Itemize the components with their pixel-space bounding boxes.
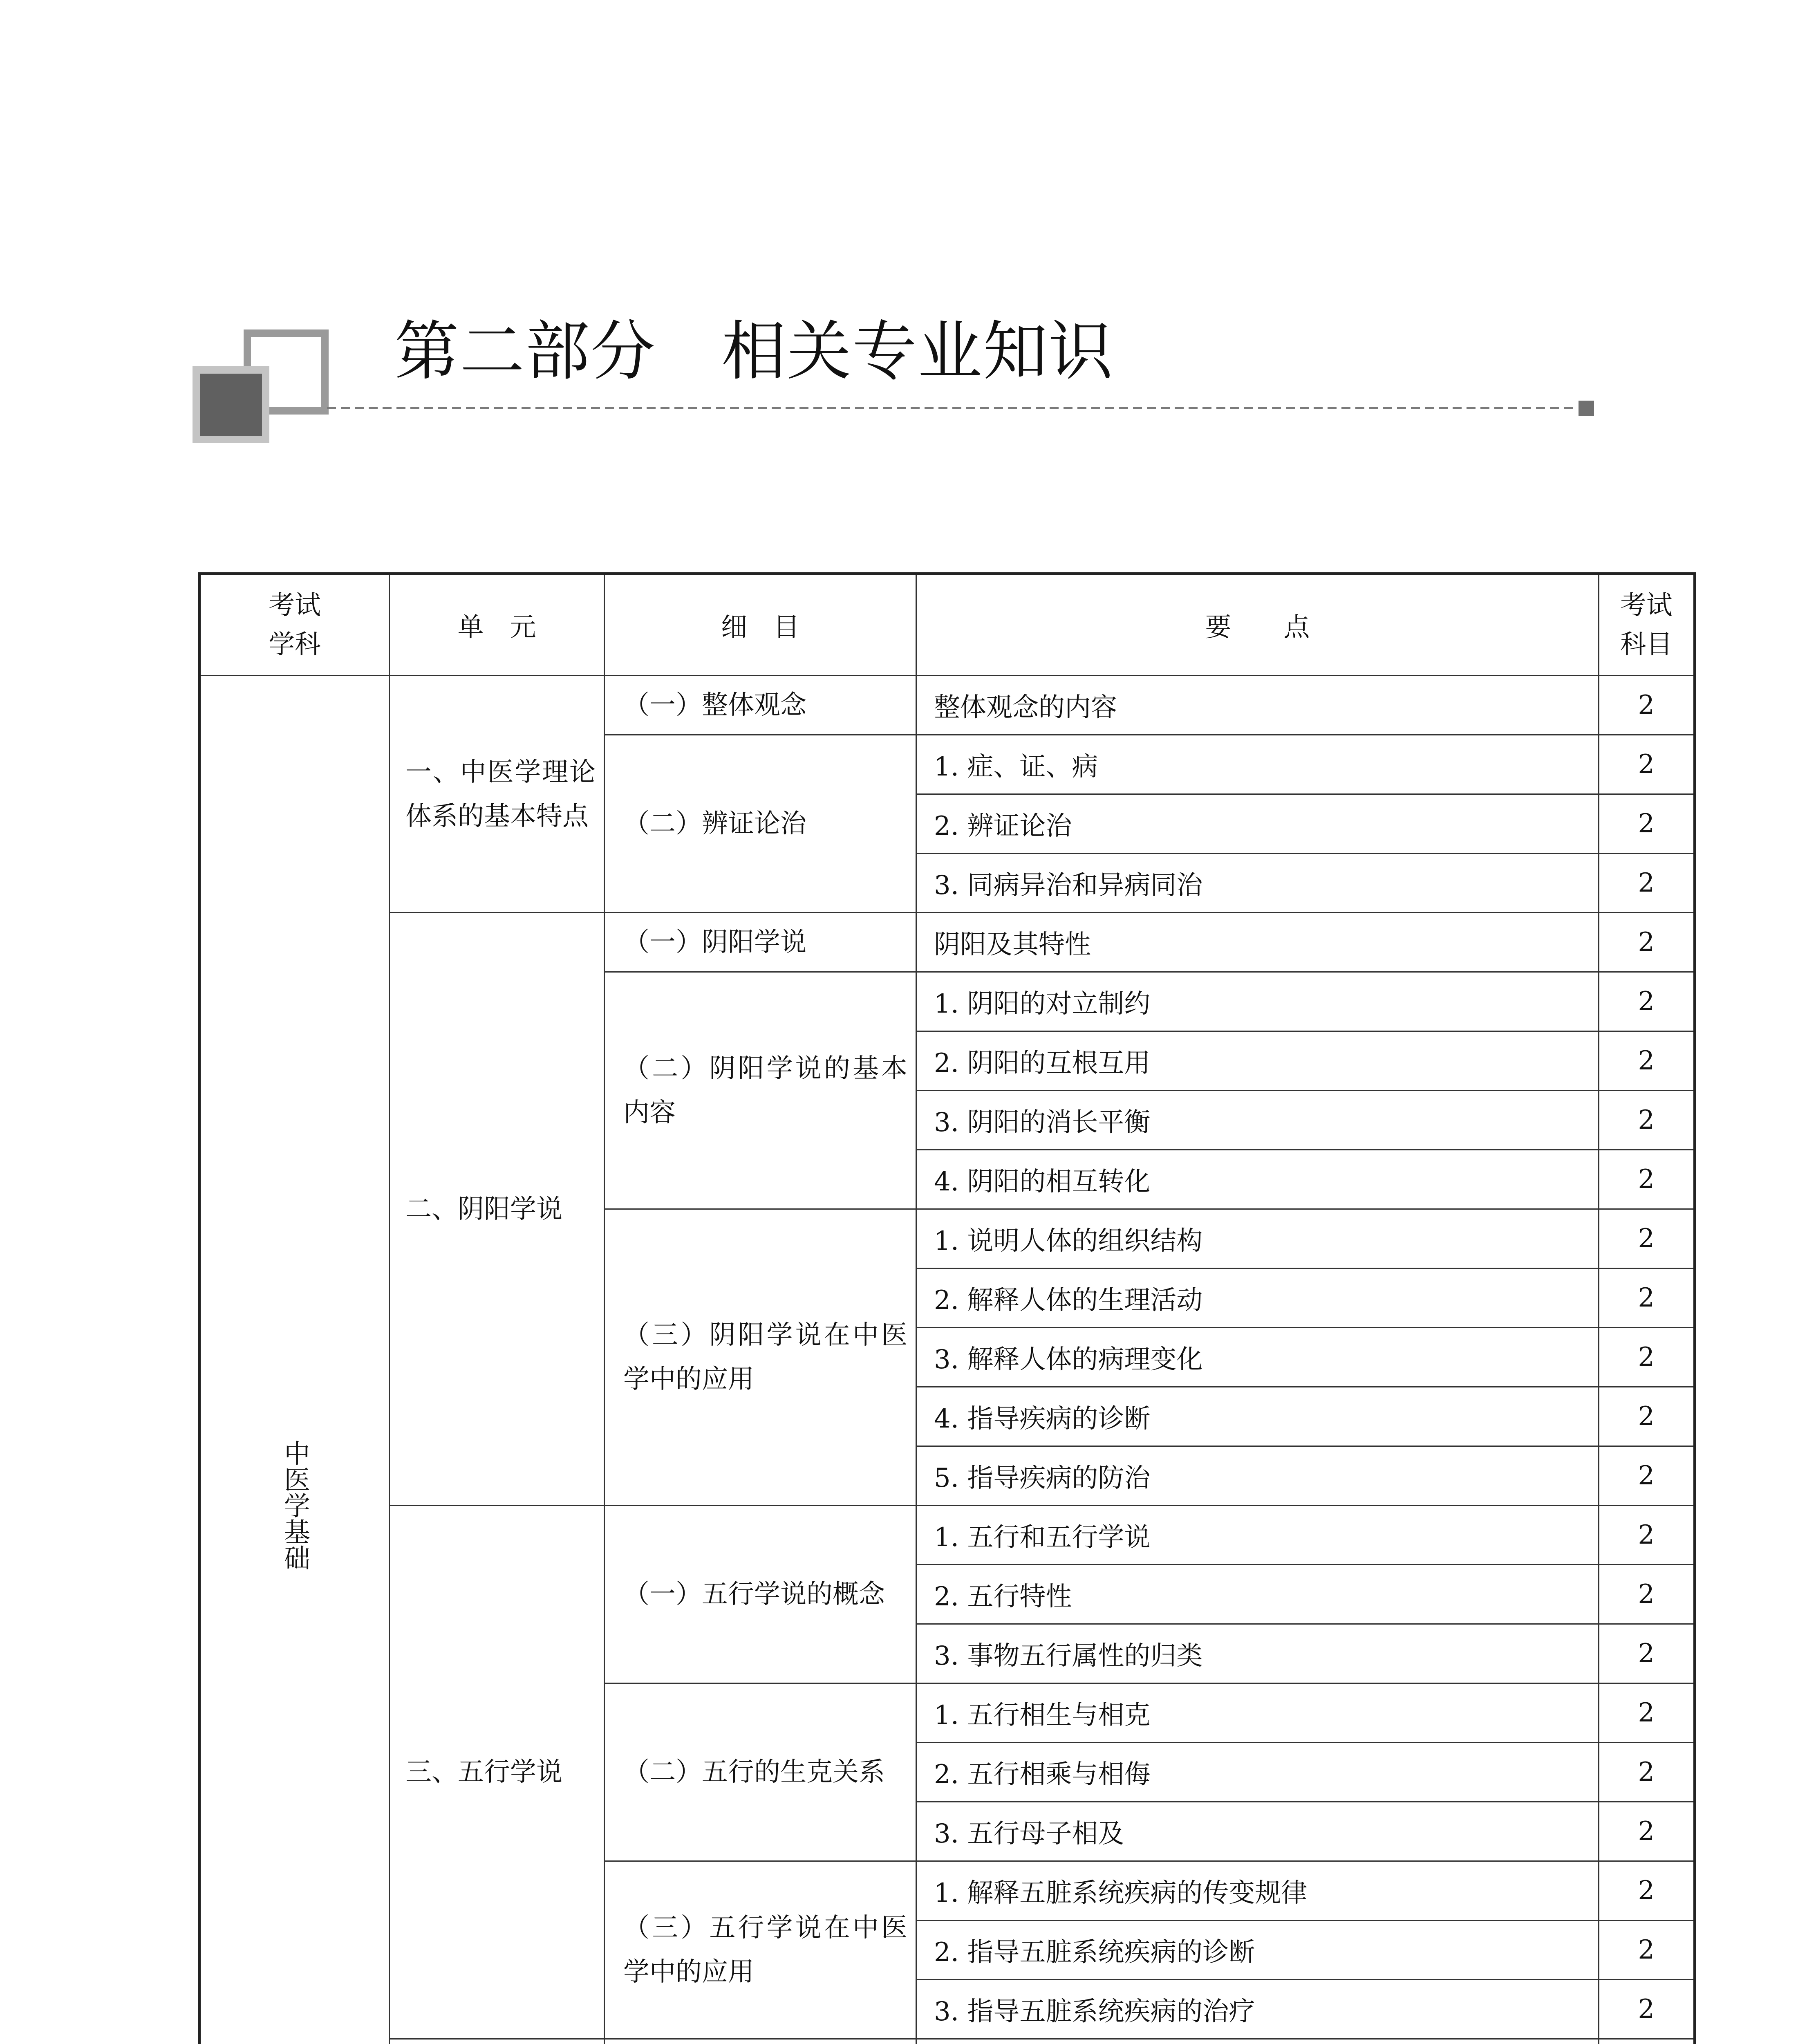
item-cell: （二）阴阳学说的基本内容 bbox=[605, 972, 916, 1209]
point-cell: 1. 阴阳的对立制约 bbox=[916, 972, 1599, 1031]
point-cell: 4. 阴阳的相互转化 bbox=[916, 1150, 1599, 1209]
point-cell: 1. 症、证、病 bbox=[916, 735, 1599, 794]
table-row bbox=[199, 1506, 1695, 1565]
point-cell: 3. 指导五脏系统疾病的治疗 bbox=[916, 1980, 1599, 2039]
table-header-row bbox=[199, 574, 1695, 676]
level-cell: 2 bbox=[1599, 1921, 1695, 1980]
header-unit: 单 元 bbox=[390, 574, 605, 676]
level-cell: 2 bbox=[1599, 1091, 1695, 1150]
level-cell: 2 bbox=[1599, 1624, 1695, 1683]
level-cell: 2 bbox=[1599, 1328, 1695, 1387]
point-cell: 3. 事物五行属性的归类 bbox=[916, 1624, 1599, 1683]
header-item: 细 目 bbox=[605, 574, 916, 676]
unit-cell: 一、中医学理论体系的基本特点 bbox=[390, 676, 605, 913]
point-cell: 3. 五行母子相及 bbox=[916, 1802, 1599, 1861]
point-cell bbox=[916, 2039, 1599, 2044]
point-cell: 2. 辨证论治 bbox=[916, 794, 1599, 854]
level-cell: 2 bbox=[1599, 1980, 1695, 2039]
syllabus-table bbox=[198, 572, 1696, 2044]
level-cell: 2 bbox=[1599, 1269, 1695, 1328]
subject-cell bbox=[199, 676, 390, 2044]
rule-end-square-icon bbox=[1579, 401, 1594, 416]
point-cell: 阴阳及其特性 bbox=[916, 913, 1599, 972]
syllabus-table-wrapper bbox=[198, 572, 1696, 2044]
level-cell: 2 bbox=[1599, 794, 1695, 854]
level-cell: 2 bbox=[1599, 1683, 1695, 1743]
item-cell: （二）辨证论治 bbox=[605, 735, 916, 913]
point-cell: 2. 指导五脏系统疾病的诊断 bbox=[916, 1921, 1599, 1980]
level-cell: 2 bbox=[1599, 1387, 1695, 1446]
header-point: 要 点 bbox=[916, 574, 1599, 676]
point-cell: 2. 阴阳的互根互用 bbox=[916, 1031, 1599, 1091]
point-cell: 1. 说明人体的组织结构 bbox=[916, 1209, 1599, 1269]
point-cell: 1. 五行相生与相克 bbox=[916, 1683, 1599, 1743]
level-cell: 2 bbox=[1599, 972, 1695, 1031]
point-cell: 3. 同病异治和异病同治 bbox=[916, 854, 1599, 913]
level-cell: 2 bbox=[1599, 1802, 1695, 1861]
header-level: 考试 科目 bbox=[1599, 574, 1695, 676]
level-cell: 2 bbox=[1599, 854, 1695, 913]
table-row bbox=[199, 913, 1695, 972]
item-cell: （三）阴阳学说在中医学中的应用 bbox=[605, 1209, 916, 1506]
level-cell: 2 bbox=[1599, 1031, 1695, 1091]
level-cell: 2 bbox=[1599, 1861, 1695, 1921]
level-cell: 2 bbox=[1599, 913, 1695, 972]
filled-square-icon bbox=[196, 370, 266, 439]
level-cell: 2 bbox=[1599, 1209, 1695, 1269]
level-cell: 2 bbox=[1599, 1150, 1695, 1209]
point-cell: 2. 五行相乘与相侮 bbox=[916, 1743, 1599, 1802]
item-cell bbox=[605, 2039, 916, 2044]
unit-cell: 三、五行学说 bbox=[390, 1506, 605, 2039]
point-cell: 2. 解释人体的生理活动 bbox=[916, 1269, 1599, 1328]
point-cell: 4. 指导疾病的诊断 bbox=[916, 1387, 1599, 1446]
point-cell: 1. 五行和五行学说 bbox=[916, 1506, 1599, 1565]
point-cell: 整体观念的内容 bbox=[916, 676, 1599, 735]
point-cell: 1. 解释五脏系统疾病的传变规律 bbox=[916, 1861, 1599, 1921]
subject-label: 中医学基础 bbox=[280, 1439, 310, 1571]
item-cell: （一）五行学说的概念 bbox=[605, 1506, 916, 1683]
level-cell: 2 bbox=[1599, 1446, 1695, 1506]
point-cell: 3. 阴阳的消长平衡 bbox=[916, 1091, 1599, 1150]
table-body bbox=[199, 676, 1695, 2044]
level-cell: 2 bbox=[1599, 1565, 1695, 1624]
level-cell: 2 bbox=[1599, 1743, 1695, 1802]
item-cell: （三）五行学说在中医学中的应用 bbox=[605, 1861, 916, 2039]
item-cell: （二）五行的生克关系 bbox=[605, 1683, 916, 1861]
level-cell bbox=[1599, 2039, 1695, 2044]
level-cell: 2 bbox=[1599, 735, 1695, 794]
point-cell: 3. 解释人体的病理变化 bbox=[916, 1328, 1599, 1387]
table-row bbox=[199, 676, 1695, 735]
item-cell: （一）阴阳学说 bbox=[605, 913, 916, 972]
level-cell: 2 bbox=[1599, 676, 1695, 735]
header-subject: 考试 学科 bbox=[199, 574, 390, 676]
unit-cell: 二、阴阳学说 bbox=[390, 913, 605, 1506]
chapter-title: 第二部分 相关专业知识 bbox=[394, 314, 1114, 389]
point-cell: 5. 指导疾病的防治 bbox=[916, 1446, 1599, 1506]
unit-cell bbox=[390, 2039, 605, 2044]
point-cell: 2. 五行特性 bbox=[916, 1565, 1599, 1624]
item-cell: （一）整体观念 bbox=[605, 676, 916, 735]
table-row bbox=[199, 2039, 1695, 2044]
level-cell: 2 bbox=[1599, 1506, 1695, 1565]
